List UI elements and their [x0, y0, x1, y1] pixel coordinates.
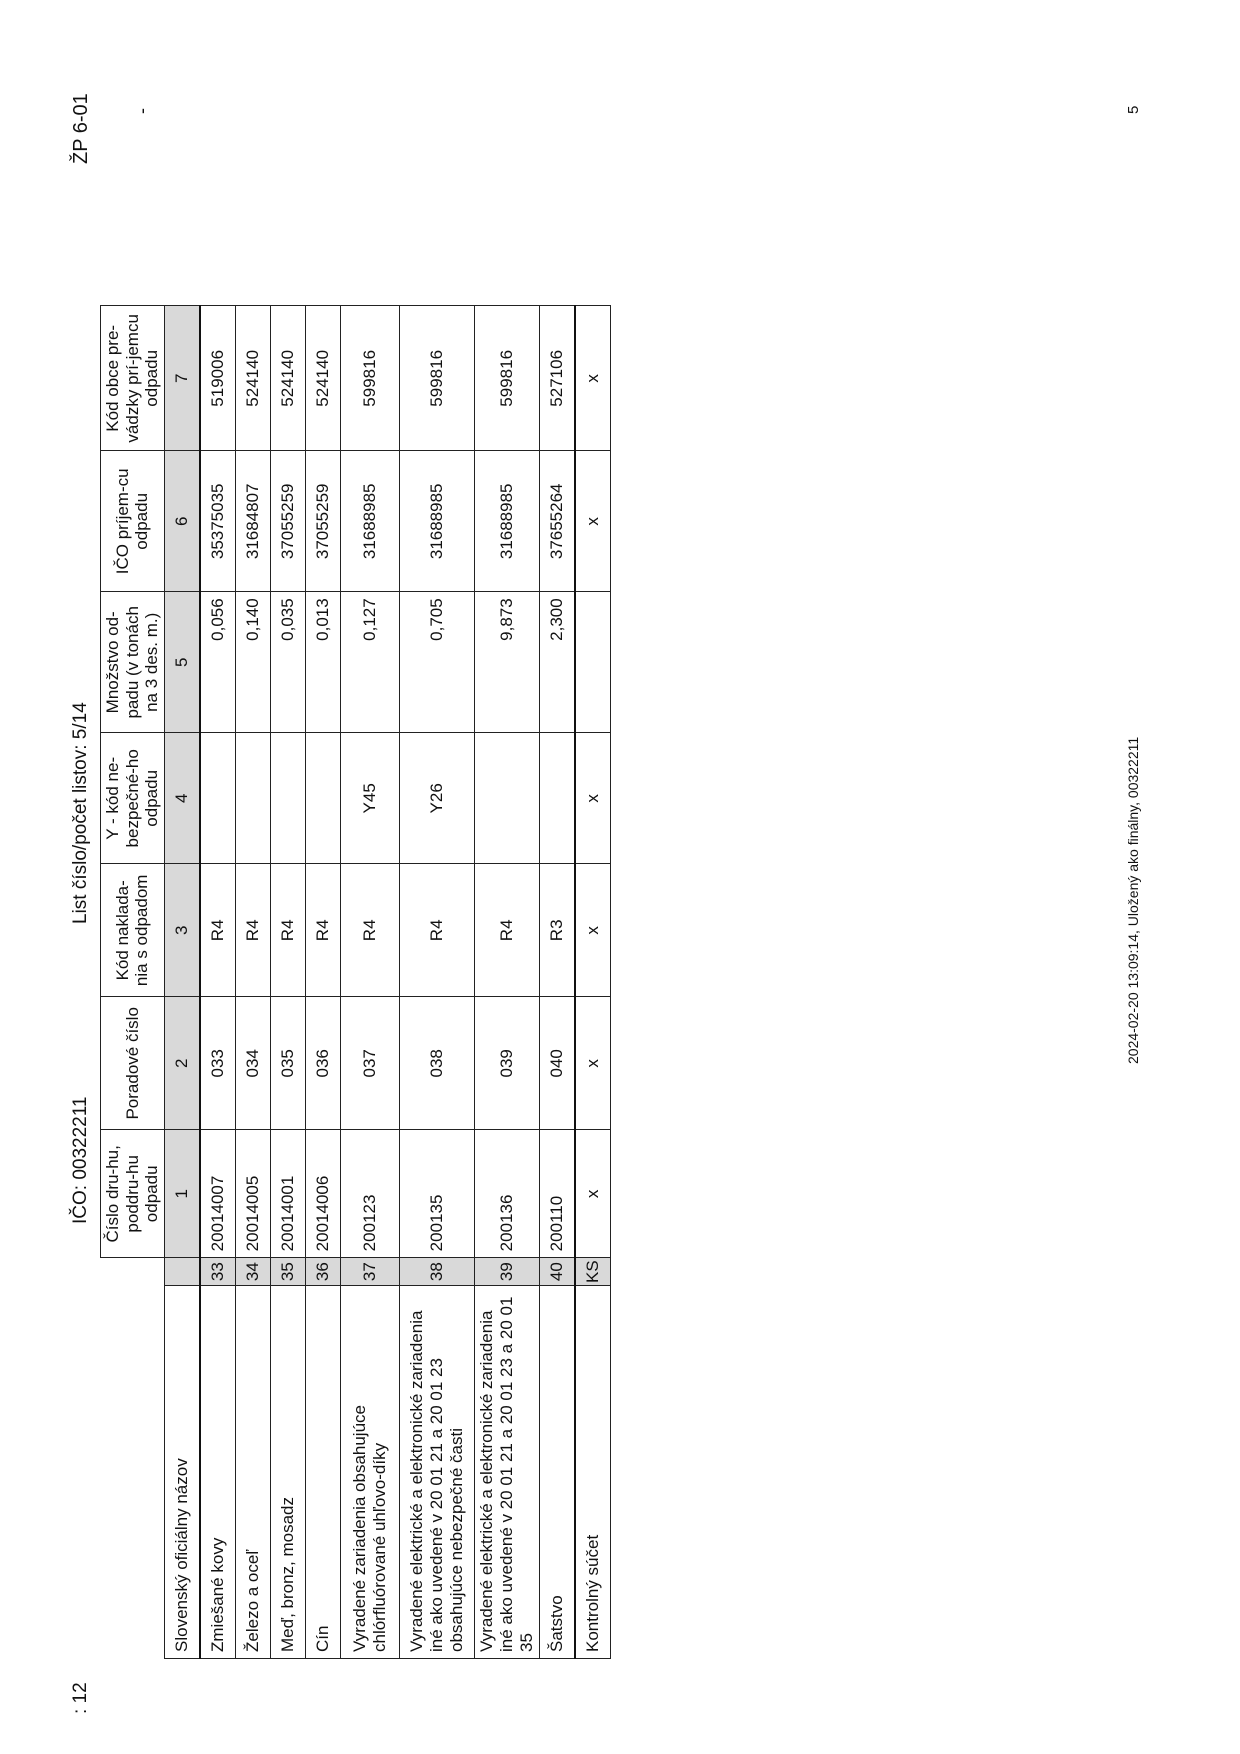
waste-name: Zmiešané kovy: [200, 1286, 236, 1659]
quantity: [575, 592, 611, 733]
serial-number: 038: [399, 997, 474, 1130]
row-number: KS: [575, 1258, 611, 1286]
handling-code: R4: [305, 864, 340, 997]
waste-code: 20014006: [305, 1130, 340, 1258]
table-row: [200, 306, 236, 1659]
waste-name: Vyradené elektrické a elektronické zariadenia iné ako uvedené v 20 01 21 a 20 01 23 a 20 01 35: [474, 1286, 539, 1659]
handling-code: R4: [235, 864, 270, 997]
recipient-ico: 31688985: [340, 451, 399, 592]
form-code: ŽP 6-01: [70, 93, 92, 164]
y-code: [200, 733, 236, 864]
row-number: 37: [340, 1258, 399, 1286]
handling-code: R4: [340, 864, 399, 997]
table-row: [270, 306, 305, 1659]
sheet-number: List číslo/počet listov: 5/14: [70, 702, 91, 924]
waste-name: Šatstvo: [539, 1286, 575, 1659]
serial-number: 033: [200, 997, 236, 1130]
recipient-ico: 35375035: [200, 451, 236, 592]
checksum-label: Kontrolný súčet: [575, 1286, 611, 1659]
y-code: Y26: [399, 733, 474, 864]
col-number-4: 4: [164, 733, 200, 864]
y-code: x: [575, 733, 611, 864]
quantity: 2,300: [539, 592, 575, 733]
row-number: 33: [200, 1258, 236, 1286]
col-header-6: IČO príjem-cu odpadu: [101, 451, 165, 592]
waste-name: Meď, bronz, mosadz: [270, 1286, 305, 1659]
checksum-row: [575, 306, 611, 1659]
col-number-6: 6: [164, 451, 200, 592]
municipality-code: 599816: [340, 306, 399, 451]
table-row: [340, 306, 399, 1659]
municipality-code: 524140: [305, 306, 340, 451]
table-row: [539, 306, 575, 1659]
col-number-5: 5: [164, 592, 200, 733]
handling-code: R4: [200, 864, 236, 997]
municipality-code: 599816: [474, 306, 539, 451]
table-row: [305, 306, 340, 1659]
handling-code: R4: [270, 864, 305, 997]
stray-mark: -: [132, 108, 152, 114]
row-number: 39: [474, 1258, 539, 1286]
col-header-3: Kód naklada-nia s odpadom: [101, 864, 165, 997]
save-stamp: 2024-02-20 13:09:14, Uložený ako finálny, 00322211: [1125, 736, 1141, 1064]
municipality-code: x: [575, 306, 611, 451]
col-number-2: 2: [164, 997, 200, 1130]
page-prefix: : 12: [70, 1682, 91, 1714]
municipality-code: 519006: [200, 306, 236, 451]
col-header-4: Y - kód ne-bezpečné-ho odpadu: [101, 733, 165, 864]
waste-name: Cín: [305, 1286, 340, 1659]
name-header: Slovenský oficiálny názov: [164, 1286, 200, 1659]
recipient-ico: 37655264: [539, 451, 575, 592]
recipient-ico: 37055259: [305, 451, 340, 592]
col-header-5: Množstvo od-padu (v tonách na 3 des. m.): [101, 592, 165, 733]
table-row: [235, 306, 270, 1659]
waste-code: 200136: [474, 1130, 539, 1258]
handling-code: R3: [539, 864, 575, 997]
waste-code: x: [575, 1130, 611, 1258]
quantity: 0,035: [270, 592, 305, 733]
serial-number: 040: [539, 997, 575, 1130]
recipient-ico: 37055259: [270, 451, 305, 592]
waste-code: 200110: [539, 1130, 575, 1258]
waste-code: 200135: [399, 1130, 474, 1258]
municipality-code: 524140: [270, 306, 305, 451]
ico-label: IČO: 00322211: [70, 1096, 91, 1224]
municipality-code: 527106: [539, 306, 575, 451]
quantity: 0,140: [235, 592, 270, 733]
table-row: [474, 306, 539, 1659]
y-code: [539, 733, 575, 864]
page-number: 5: [1125, 105, 1142, 114]
col-header-1: Číslo dru-hu, poddru-hu odpadu: [101, 1130, 165, 1258]
y-code: Y45: [340, 733, 399, 864]
row-number: 36: [305, 1258, 340, 1286]
serial-number: 034: [235, 997, 270, 1130]
handling-code: R4: [474, 864, 539, 997]
row-number: 34: [235, 1258, 270, 1286]
row-number: 35: [270, 1258, 305, 1286]
quantity: 0,127: [340, 592, 399, 733]
waste-table: [100, 305, 611, 1659]
recipient-ico: 31688985: [399, 451, 474, 592]
waste-name: Železo a oceľ: [235, 1286, 270, 1659]
serial-number: 035: [270, 997, 305, 1130]
serial-number: 037: [340, 997, 399, 1130]
waste-code: 20014001: [270, 1130, 305, 1258]
serial-number: 039: [474, 997, 539, 1130]
recipient-ico: x: [575, 451, 611, 592]
y-code: [474, 733, 539, 864]
municipality-code: 524140: [235, 306, 270, 451]
quantity: 0,705: [399, 592, 474, 733]
row-number: 38: [399, 1258, 474, 1286]
handling-code: x: [575, 864, 611, 997]
waste-name: Vyradené zariadenia obsahujúce chlórfluórované uhľovo-díky: [340, 1286, 399, 1659]
serial-number: x: [575, 997, 611, 1130]
waste-code: 200123: [340, 1130, 399, 1258]
col-number-1: 1: [164, 1130, 200, 1258]
col-header-7: Kód obce pre-vádzky prí-jemcu odpadu: [101, 306, 165, 451]
serial-number: 036: [305, 997, 340, 1130]
waste-code: 20014007: [200, 1130, 236, 1258]
y-code: [270, 733, 305, 864]
col-header-2: Poradové číslo: [101, 997, 165, 1130]
col-number-7: 7: [164, 306, 200, 451]
recipient-ico: 31688985: [474, 451, 539, 592]
municipality-code: 599816: [399, 306, 474, 451]
quantity: 0,013: [305, 592, 340, 733]
row-number: 40: [539, 1258, 575, 1286]
quantity: 9,873: [474, 592, 539, 733]
col-number-3: 3: [164, 864, 200, 997]
recipient-ico: 31684807: [235, 451, 270, 592]
quantity: 0,056: [200, 592, 236, 733]
y-code: [235, 733, 270, 864]
y-code: [305, 733, 340, 864]
handling-code: R4: [399, 864, 474, 997]
waste-code: 20014005: [235, 1130, 270, 1258]
waste-name: Vyradené elektrické a elektronické zariadenia iné ako uvedené v 20 01 21 a 20 01 23 obsahujúce nebezpečné časti: [399, 1286, 474, 1659]
table-row: [399, 306, 474, 1659]
